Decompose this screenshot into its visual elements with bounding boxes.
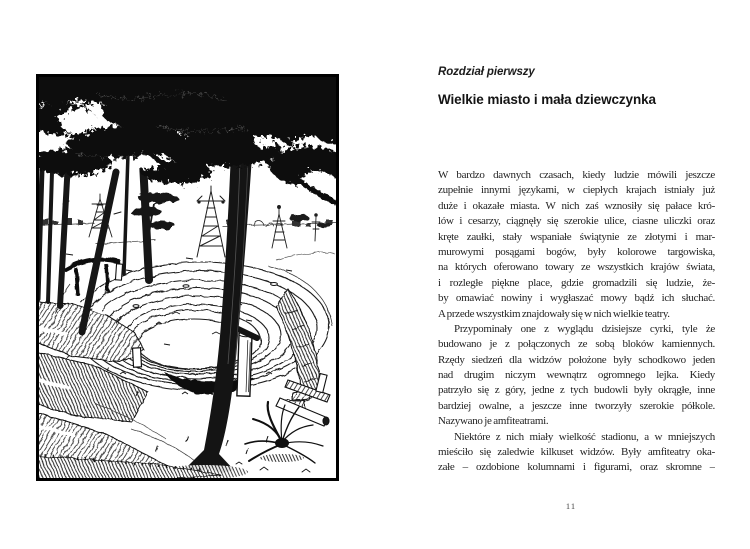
body-line: nad drugim niczym wewnątrz ogromnego lejka. Kiedy [438,369,715,382]
chapter-label: Rozdział pierwszy [438,66,535,78]
body-line: murowymi posągami bogów, były kolorowe targowiska, [438,245,715,258]
body-line: Rzędy siedzeń dla widzów położone były schodkowo jeden [438,353,715,366]
body-line: mieściło się zaledwie kilkuset widzów. Były amfiteatry oka- [438,446,715,459]
body-line: na których oferowano towary ze wszystkich krajów świata, [438,261,715,274]
body-line: bardziej owalne, a jeszcze inne tworzyły szerokie półkole. [438,399,715,412]
body-line: by omawiać nowiny i wygłaszać mowy bądź ich słuchać. [438,292,715,305]
body-line: budowano je z połączonych ze sobą bloków kamiennych. [438,338,715,351]
page-number: 11 [565,501,577,511]
body-line: Niektóre z nich miały wielkość stadionu, a w mniejszych [454,430,715,443]
body-line: kręte zaułki, stały wspaniałe świątynie ze złotymi i mar- [438,230,715,243]
amphitheater-illustration [36,74,339,481]
body-text [438,168,715,476]
body-line: Nazywano je amfiteatrami. [438,415,549,428]
chapter-title: Wielkie miasto i mała dziewczynka [438,92,656,107]
body-line: patrzyło się z góry, jedne z tych budowli były okrągłe, inne [438,384,715,397]
body-line: duże i okazałe miasta. W nich zaś wznosiły się pałace kró- [438,199,715,212]
body-line: załe – ozdobione kolumnami i figurami, oraz skromne – [438,461,715,474]
body-line: A przede wszystkim znajdowały się w nich wielkie teatry. [438,307,670,320]
body-line: zupełnie innymi językami, w ciepłych krajach istniały już [438,184,715,197]
body-line: W bardzo dawnych czasach, kiedy ludzie mówili jeszcze [438,169,715,181]
body-line: i rozległe piękne place, gdzie gromadzili się ludzie, że- [438,276,715,289]
body-line: Przypominały one z wyglądu dzisiejsze cyrki, tyle że [454,322,715,335]
body-line: lów i cesarzy, ciągnęły się szerokie ulice, ciasne uliczki oraz [438,215,715,228]
